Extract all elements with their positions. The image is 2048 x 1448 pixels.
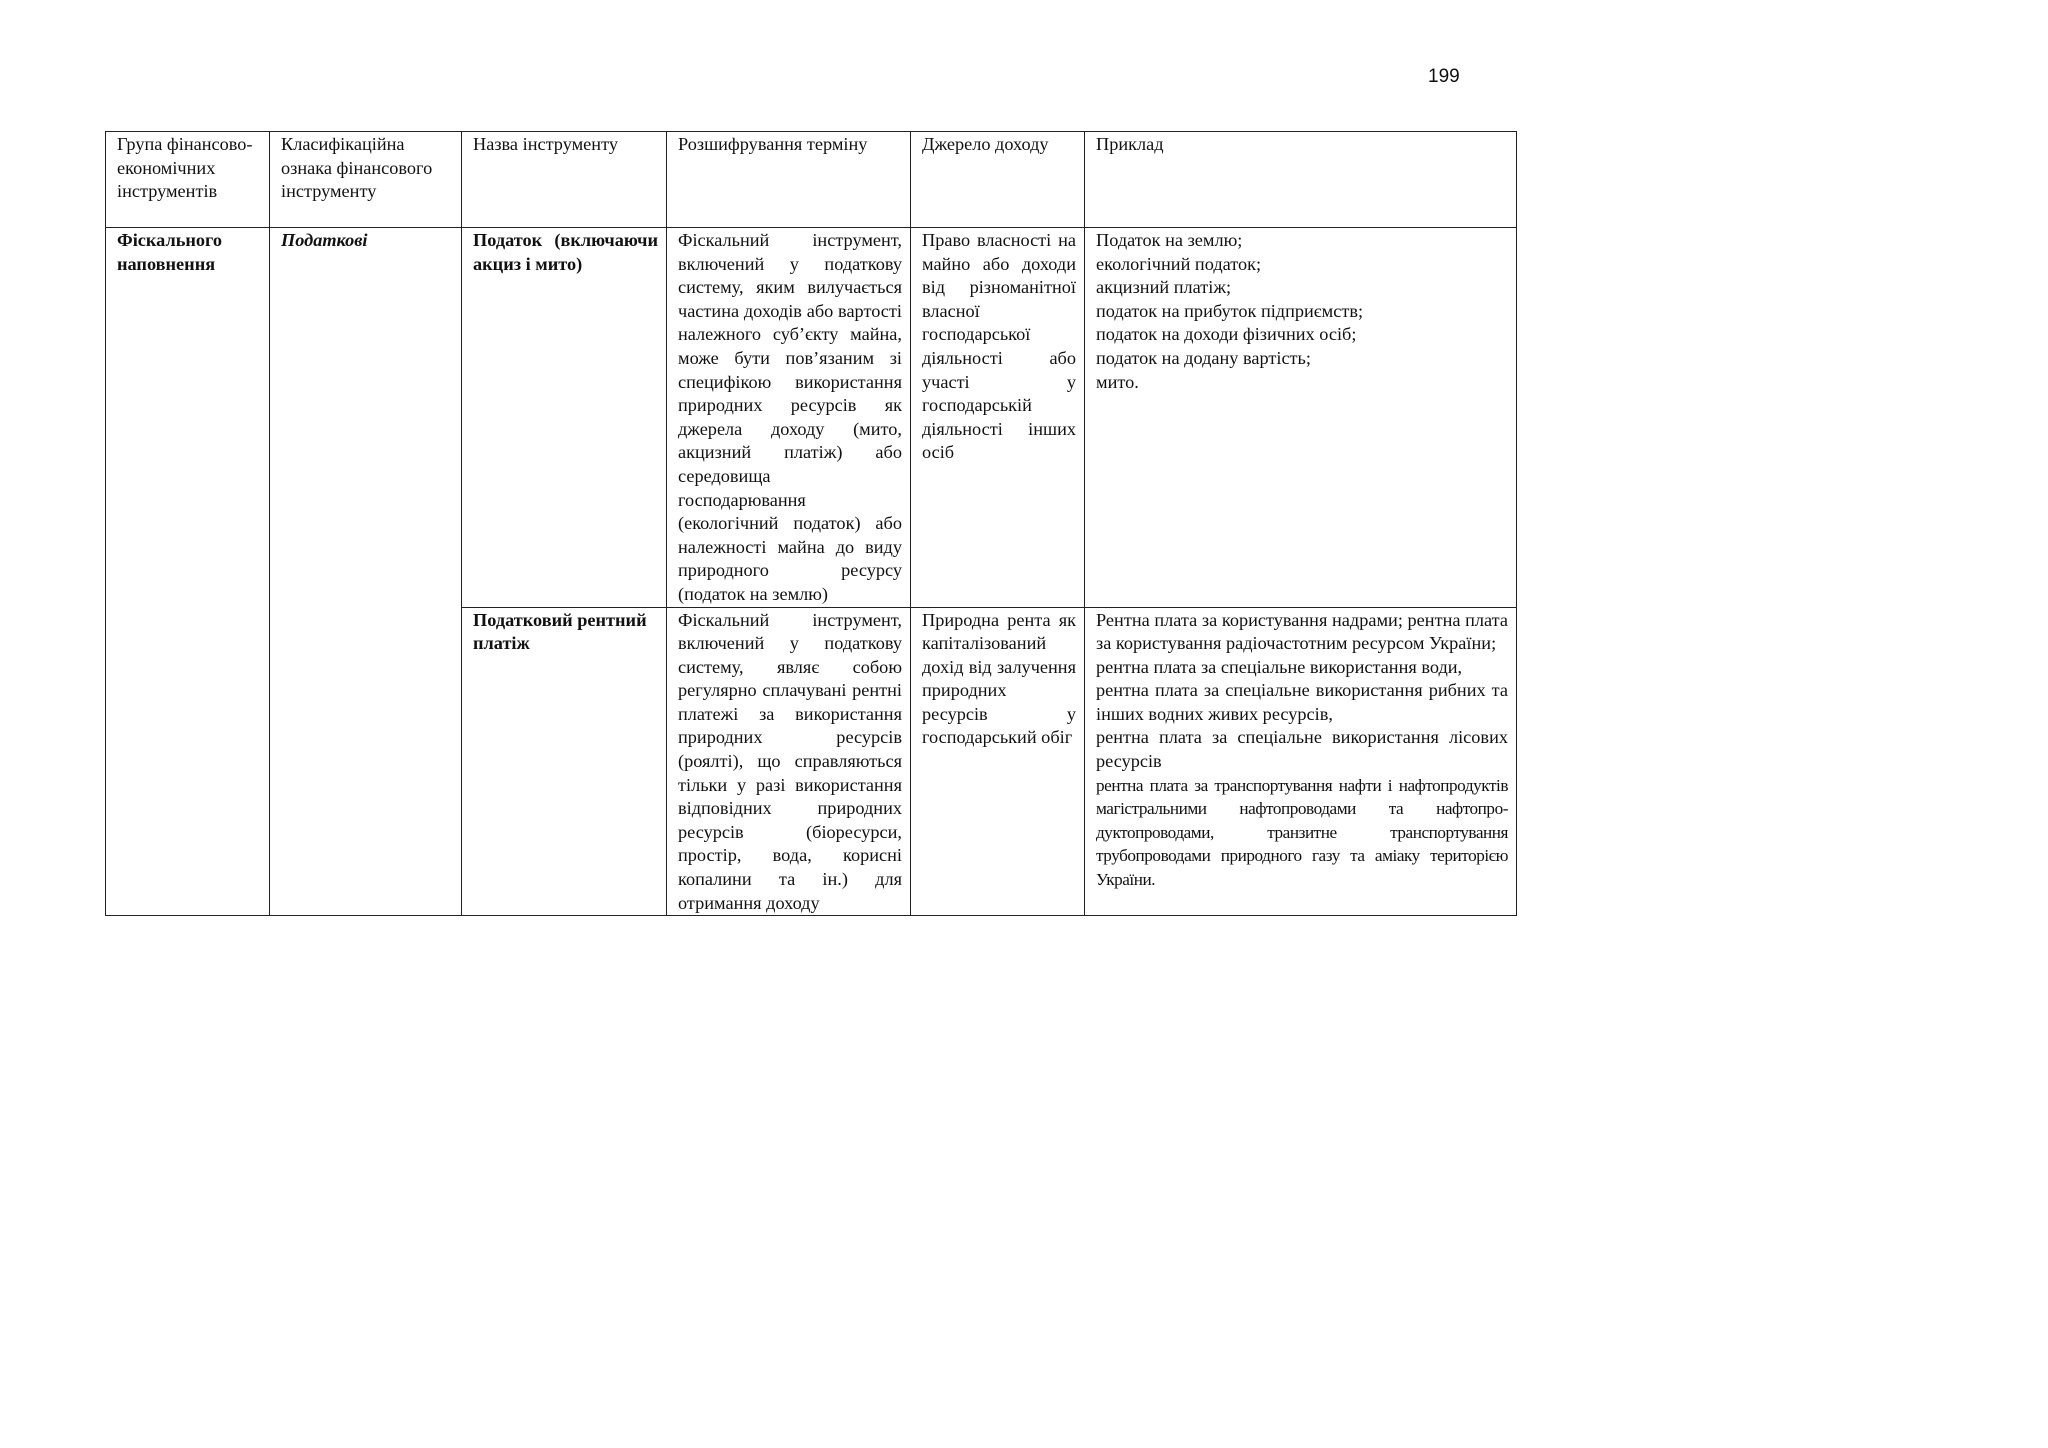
example-line: Рентна плата за користування надрами; рентна плата за користування радіочастотним ресурсом України; (1096, 609, 1508, 654)
table-header-row (106, 132, 1517, 228)
example-line: акцизний платіж; (1096, 277, 1232, 298)
instrument-name-cell: Податковий рентний платіж (462, 607, 667, 916)
example-line: мито. (1096, 371, 1139, 392)
income-source-cell: Природна рента як капіталізований дохід від залучення природних ресурсів у господарський обіг (911, 607, 1085, 916)
header-cell-classification: Класифікаційна ознака фінансового інструменту (270, 132, 462, 228)
header-cell-group: Група фінансово-економічних інструментів (106, 132, 270, 228)
example-cell (1085, 228, 1517, 608)
example-line: рентна плата за спеціальне використання лісових ресурсів (1096, 727, 1508, 772)
definition-cell: Фіскальний інструмент, включений у податкову систему, являє собою регулярно сплачувані рентні платежі за використання природних ресурсів (роялті), що справляються тільки у разі використання відповідних природних ресурсів (біоресурси, простір, вода, корисні копалини та ін.) для отримання доходу (667, 607, 911, 916)
header-cell-definition: Розшифрування терміну (667, 132, 911, 228)
header-cell-income-source: Джерело доходу (911, 132, 1085, 228)
example-line: рентна плата за транспортування нафти і нафтопродуктів магістральними нафтопроводами та нафтопро-дуктопроводами, транзитне транспортування трубопроводами природного газу та аміаку територією України. (1096, 775, 1508, 890)
header-cell-name: Назва інструменту (462, 132, 667, 228)
example-line: Податок на землю; (1096, 230, 1243, 250)
definition-cell: Фіскальний інструмент, включений у податкову систему, яким вилучається частина доходів або вартості належного суб’єкту майна, може бути пов’язаним зі специфікою використання природних ресурсів як джерела доходу (мито, акцизний платіж) або середовища господарювання (екологічний податок) або належності майна до виду природного ресурсу (податок на землю) (667, 228, 911, 608)
instrument-name-cell: Податок (включаючи акциз і мито) (462, 228, 667, 608)
example-line: податок на прибуток підприємств; (1096, 300, 1364, 321)
page-number: 199 (1428, 66, 1460, 87)
group-cell: Фіскального наповнення (106, 228, 270, 916)
financial-instruments-table (105, 131, 1517, 916)
classification-cell: Податкові (270, 228, 462, 916)
example-line: рентна плата за спеціальне використання рибних та інших водних живих ресурсів, (1096, 680, 1508, 724)
income-source-cell: Право власності на майно або доходи від різноманітної власної господарської діяльності або участі у господарській діяльності інших осіб (911, 228, 1085, 608)
example-line: рентна плата за спеціальне використання води, (1096, 656, 1463, 677)
example-line: екологічний податок; (1096, 253, 1262, 274)
header-cell-example: Приклад (1085, 132, 1517, 228)
example-line: податок на доходи фізичних осіб; (1096, 324, 1357, 345)
table-row (106, 228, 1517, 608)
example-line: податок на додану вартість; (1096, 347, 1311, 368)
example-cell (1085, 607, 1517, 916)
